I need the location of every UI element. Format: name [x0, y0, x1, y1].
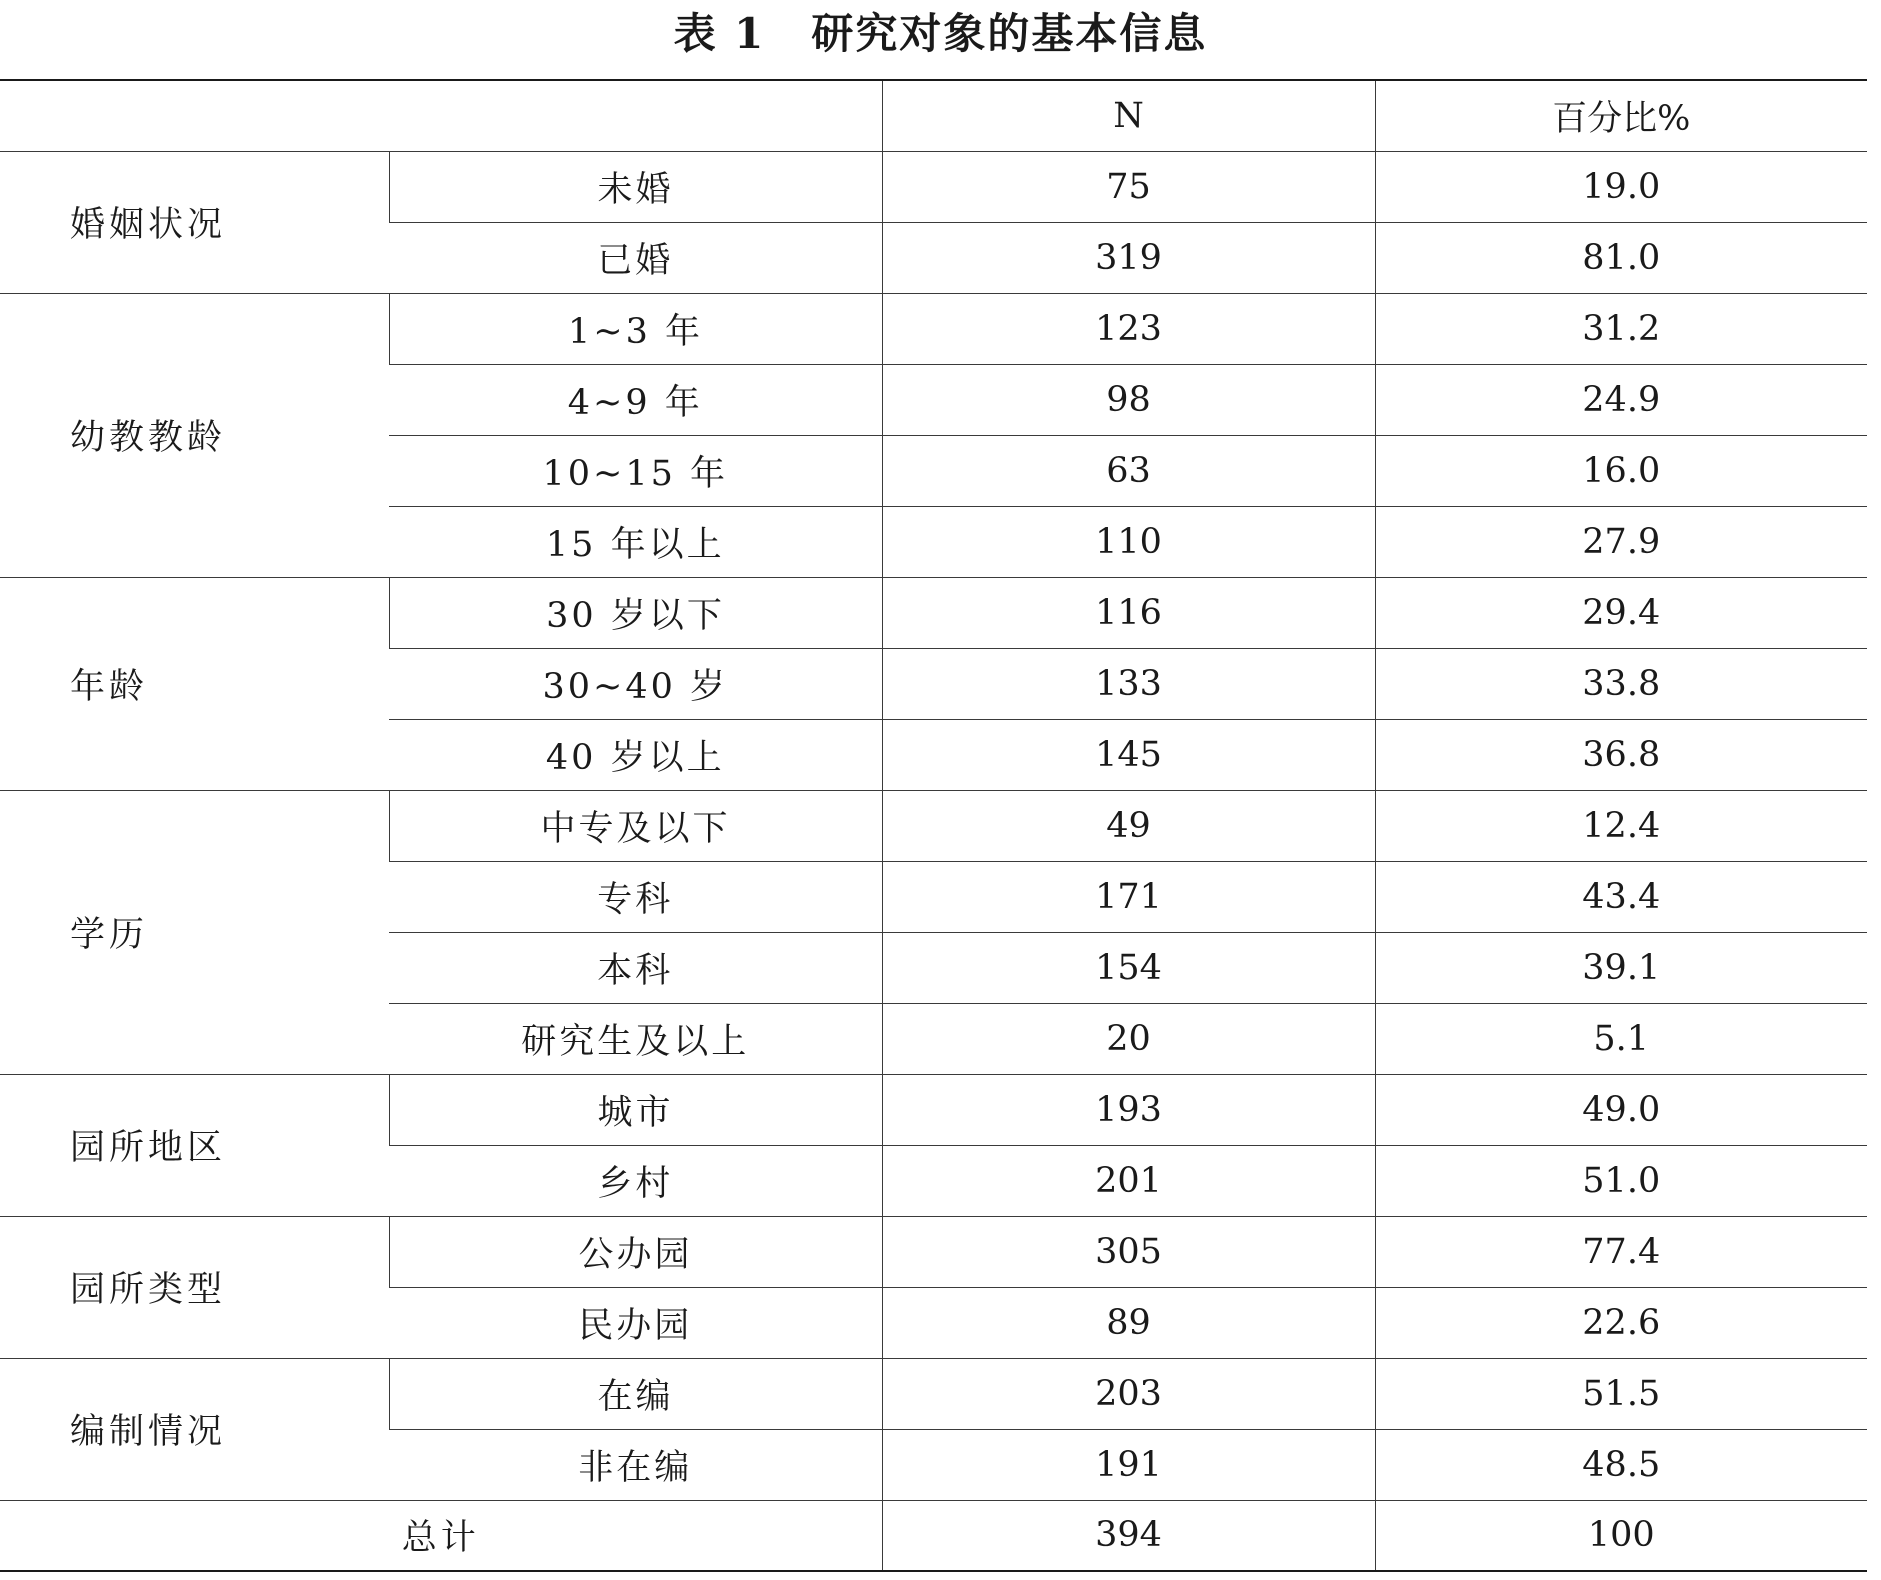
percent-cell: 12.4 — [1375, 790, 1867, 861]
category-cell: 城市 — [389, 1074, 882, 1145]
basic-info-table — [0, 79, 1867, 1572]
group-label: 幼教教龄 — [0, 293, 389, 577]
n-cell: 98 — [882, 364, 1375, 435]
percent-cell: 16.0 — [1375, 435, 1867, 506]
n-cell: 89 — [882, 1287, 1375, 1358]
percent-cell: 77.4 — [1375, 1216, 1867, 1287]
table-row — [0, 293, 1867, 364]
percent-cell: 33.8 — [1375, 648, 1867, 719]
group-label: 婚姻状况 — [0, 151, 389, 293]
group-label: 园所地区 — [0, 1074, 389, 1216]
n-cell: 20 — [882, 1003, 1375, 1074]
header-row — [0, 80, 1867, 151]
table-body — [0, 80, 1867, 1571]
group-label: 编制情况 — [0, 1358, 389, 1500]
category-cell: 研究生及以上 — [389, 1003, 882, 1074]
n-cell: 63 — [882, 435, 1375, 506]
category-cell: 专科 — [389, 861, 882, 932]
percent-cell: 5.1 — [1375, 1003, 1867, 1074]
n-cell: 203 — [882, 1358, 1375, 1429]
n-cell: 201 — [882, 1145, 1375, 1216]
percent-cell: 51.5 — [1375, 1358, 1867, 1429]
total-row — [0, 1500, 1867, 1571]
percent-cell: 36.8 — [1375, 719, 1867, 790]
category-cell: 30 岁以下 — [389, 577, 882, 648]
category-cell: 未婚 — [389, 151, 882, 222]
percent-cell: 48.5 — [1375, 1429, 1867, 1500]
n-cell: 191 — [882, 1429, 1375, 1500]
n-cell: 193 — [882, 1074, 1375, 1145]
percent-cell: 39.1 — [1375, 932, 1867, 1003]
n-cell: 305 — [882, 1216, 1375, 1287]
table-row — [0, 151, 1867, 222]
group-label: 学历 — [0, 790, 389, 1074]
header-blank-cell — [0, 80, 882, 151]
percent-cell: 51.0 — [1375, 1145, 1867, 1216]
category-cell: 40 岁以上 — [389, 719, 882, 790]
header-percent: 百分比% — [1375, 80, 1867, 151]
n-cell: 145 — [882, 719, 1375, 790]
n-cell: 171 — [882, 861, 1375, 932]
table-row — [0, 790, 1867, 861]
n-cell: 116 — [882, 577, 1375, 648]
category-cell: 30~40 岁 — [389, 648, 882, 719]
table-row — [0, 1216, 1867, 1287]
n-cell: 154 — [882, 932, 1375, 1003]
category-cell: 4~9 年 — [389, 364, 882, 435]
percent-cell: 49.0 — [1375, 1074, 1867, 1145]
table-number: 表 1 — [673, 9, 766, 58]
group-label: 年龄 — [0, 577, 389, 790]
category-cell: 本科 — [389, 932, 882, 1003]
n-cell: 133 — [882, 648, 1375, 719]
n-cell: 75 — [882, 151, 1375, 222]
category-cell: 已婚 — [389, 222, 882, 293]
percent-cell: 31.2 — [1375, 293, 1867, 364]
table-row — [0, 577, 1867, 648]
n-cell: 110 — [882, 506, 1375, 577]
n-cell: 123 — [882, 293, 1375, 364]
table-caption — [0, 4, 1881, 64]
group-label: 园所类型 — [0, 1216, 389, 1358]
category-cell: 10~15 年 — [389, 435, 882, 506]
percent-cell: 81.0 — [1375, 222, 1867, 293]
category-cell: 公办园 — [389, 1216, 882, 1287]
category-cell: 15 年以上 — [389, 506, 882, 577]
n-cell: 319 — [882, 222, 1375, 293]
total-n: 394 — [882, 1500, 1375, 1571]
total-percent: 100 — [1375, 1500, 1867, 1571]
percent-cell: 24.9 — [1375, 364, 1867, 435]
n-cell: 49 — [882, 790, 1375, 861]
percent-cell: 27.9 — [1375, 506, 1867, 577]
percent-cell: 43.4 — [1375, 861, 1867, 932]
table-row — [0, 1074, 1867, 1145]
percent-cell: 22.6 — [1375, 1287, 1867, 1358]
category-cell: 在编 — [389, 1358, 882, 1429]
percent-cell: 29.4 — [1375, 577, 1867, 648]
category-cell: 中专及以下 — [389, 790, 882, 861]
category-cell: 非在编 — [389, 1429, 882, 1500]
percent-cell: 19.0 — [1375, 151, 1867, 222]
header-n: N — [882, 80, 1375, 151]
table-title: 研究对象的基本信息 — [811, 9, 1208, 58]
table-row — [0, 1358, 1867, 1429]
category-cell: 乡村 — [389, 1145, 882, 1216]
category-cell: 1~3 年 — [389, 293, 882, 364]
category-cell: 民办园 — [389, 1287, 882, 1358]
total-label: 总计 — [0, 1500, 882, 1571]
